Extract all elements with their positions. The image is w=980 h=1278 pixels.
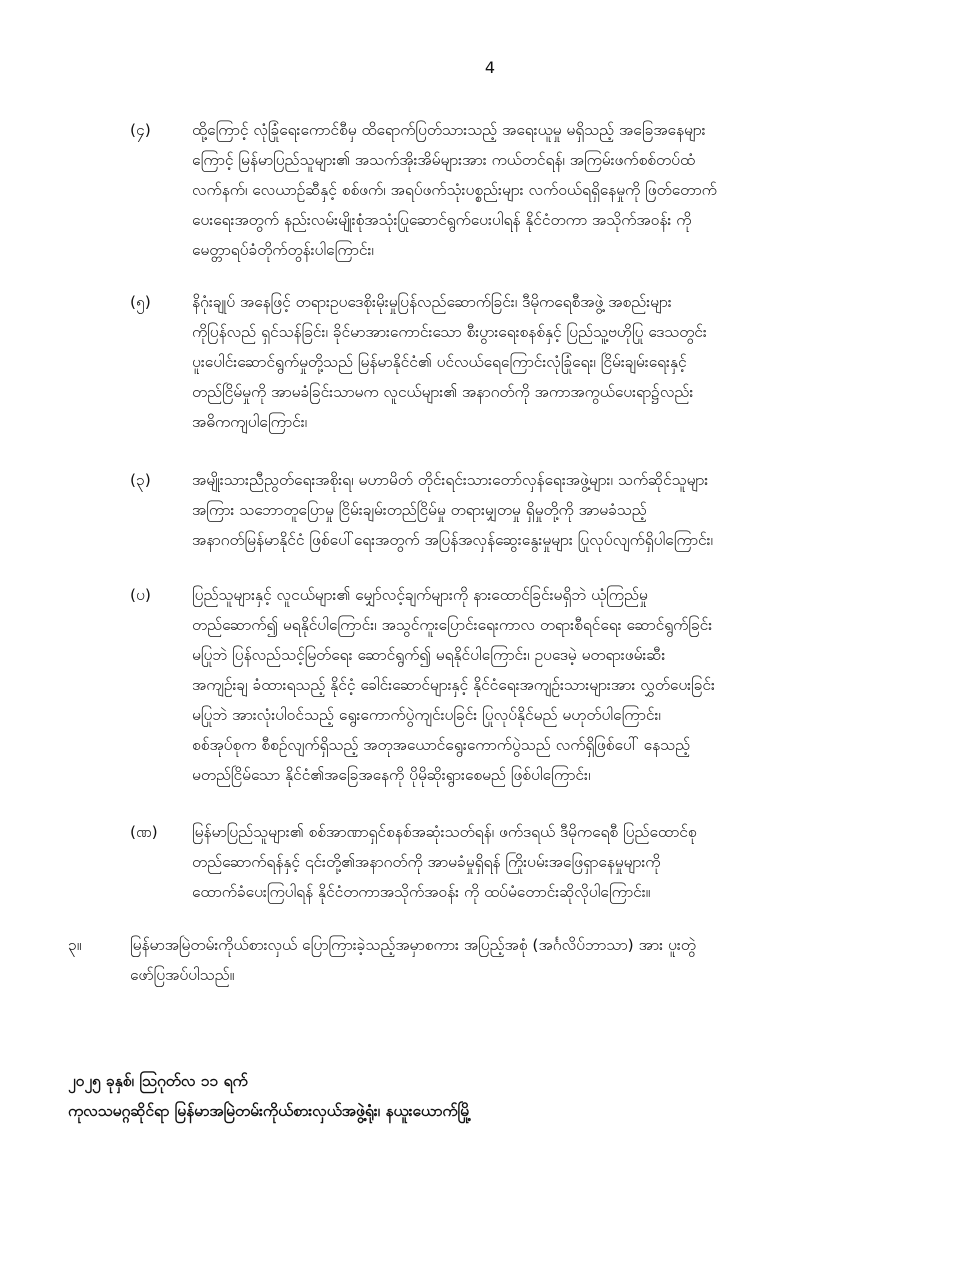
text-line: ပြည်သူများနှင့် လူငယ်များ၏ မျှော်လင့်ချက်များကို နားထောင်ခြင်းမရှိဘဲ ယုံကြည်မှု [192,586,648,604]
text-line: မပြုဘဲ အားလုံးပါဝင်သည့် ရွေးကောက်ပွဲကျင်းပခြင်း ပြုလုပ်နိုင်မည် မဟုတ်ပါကြောင်း၊ [192,706,661,724]
item-text [192,580,910,790]
text-line: အကြား သဘောတူပြောမှု ငြိမ်းချမ်းတည်ငြိမ်မှု တရားမျှတမှု ရှိမှုတို့ကို အာမခံသည့် [192,501,647,519]
item-text [192,817,910,907]
text-line: ထို့ကြောင့် လုံခြုံရေးကောင်စီမှ ထိရောက်ပြတ်သားသည့် အရေးယူမှု မရှိသည့် အခြေအနေများ [192,121,706,139]
list-item [130,465,910,555]
text-line: ထောက်ခံပေးကြပါရန် နိုင်ငံတကာအသိုက်အဝန်း ကို ထပ်မံတောင်းဆိုလိုပါကြောင်း။ [192,883,651,901]
text-line: မေတ္တာရပ်ခံတိုက်တွန်းပါကြောင်း၊ [192,241,374,259]
text-line: ကိုပြန်လည် ရှင်သန်ခြင်း၊ ခိုင်မာအားကောင်းသော စီးပွားရေးစနစ်နှင့် ပြည်သူ့ဗဟိုပြု ဒေသတွင်း [192,323,707,341]
paragraph-number: ၃။ [68,936,82,954]
text-line: မြန်မာပြည်သူများ၏ စစ်အာဏာရှင်စနစ်အဆုံးသတ်ရန်၊ ဖက်ဒရယ် ဒီမိုကရေစီ ပြည်ထောင်စု [192,823,697,841]
item-label: (ပ) [130,586,151,604]
page-number: 4 [484,58,496,77]
signature-date: ၂၀၂၅ ခုနှစ်၊ သြဂုတ်လ ၁၁ ရက် [68,1072,248,1090]
closing-paragraph [68,930,910,990]
item-label: (၄) [130,121,151,139]
text-line: ဖော်ပြအပ်ပါသည်။ [130,966,235,984]
list-item [130,817,910,907]
item-text [192,115,910,265]
list-item [130,580,910,790]
list-item [130,287,910,437]
text-line: စစ်အုပ်စုက စီစဉ်လျက်ရှိသည့် အတုအယောင်ရွေးကောက်ပွဲသည် လက်ရှိဖြစ်ပေါ် နေသည့် [192,736,691,754]
paragraph-text [130,930,910,990]
list-item [130,115,910,265]
text-line: အနာဂတ်မြန်မာနိုင်ငံ ဖြစ်ပေါ်ရေးအတွက် အပြန်အလှန်ဆွေးနွေးမှုများ ပြုလုပ်လျက်ရှိပါကြောင်း၊ [192,531,713,549]
text-line: တည်ဆောက်ရန်နှင့် ၎င်းတို့၏အနာဂတ်ကို အာမခံမှုရှိရန် ကြိုးပမ်းအဖြေရှာနေမှုများကို [192,853,661,871]
text-line: မပြုဘဲ ပြန်လည်သင့်မြတ်ရေး ဆောင်ရွက်၍ မရနိုင်ပါကြောင်း၊ ဥပဒေမဲ့ မတရားဖမ်းဆီး [192,646,666,664]
signature-office: ကုလသမဂ္ဂဆိုင်ရာ မြန်မာအမြဲတမ်းကိုယ်စားလှယ်အဖွဲ့ရုံး၊ နယူးယောက်မြို့ [68,1102,472,1120]
item-text [192,287,910,437]
signature-block [68,1066,910,1126]
text-line: မတည်ငြိမ်သော နိုင်ငံ၏အခြေအနေကို ပိုမိုဆိုးရွားစေမည် ဖြစ်ပါကြောင်း၊ [192,766,591,784]
item-text [192,465,910,555]
text-line: ပူးပေါင်းဆောင်ရွက်မှုတို့သည် မြန်မာနိုင်ငံ၏ ပင်လယ်ရေကြောင်းလုံခြုံရေး၊ ငြိမ်းချမ်းရေးနှင့် [192,353,687,371]
text-line: မြန်မာအမြဲတမ်းကိုယ်စားလှယ် ပြောကြားခဲ့သည့်အမှာစကား အပြည့်အစုံ (အင်္ဂလိပ်ဘာသာ) အား ပူးတွဲ [130,936,696,954]
text-line: အဓိကကျပါကြောင်း၊ [192,413,308,431]
item-label: (၅) [130,293,151,311]
text-line: ကြောင့် မြန်မာပြည်သူများ၏ အသက်အိုးအိမ်များအား ကယ်တင်ရန်၊ အကြမ်းဖက်စစ်တပ်ထံ [192,151,695,169]
text-line: အမျိုးသားညီညွတ်ရေးအစိုးရ၊ မဟာမိတ် တိုင်းရင်းသားတော်လှန်ရေးအဖွဲ့များ၊ သက်ဆိုင်သူများ [192,471,709,489]
text-line: တည်ငြိမ်မှုကို အာမခံခြင်းသာမက လူငယ်များ၏ အနာဂတ်ကို အကာအကွယ်ပေးရာ၌လည်း [192,383,694,401]
item-label: (၃) [130,471,151,489]
item-label: (ဏ) [130,823,158,841]
text-line: ပေးရေးအတွက် နည်းလမ်းမျိုးစုံအသုံးပြုဆောင်ရွက်ပေးပါရန် နိုင်ငံတကာ အသိုက်အဝန်း ကို [192,211,692,229]
text-line: လက်နက်၊ လေယာဉ်ဆီနှင့် စစ်ဖက်၊ အရပ်ဖက်သုံးပစ္စည်းများ လက်ဝယ်ရရှိနေမှုကို ဖြတ်တောက် [192,181,717,199]
text-line: အကျဉ်းချ ခံထားရသည့် နိုင်ငံ့ ခေါင်းဆောင်များနှင့် နိုင်ငံရေးအကျဉ်းသားများအား လွှတ်ပေးခြင်း [192,676,715,694]
text-line: တည်ဆောက်၍ မရနိုင်ပါကြောင်း၊ အသွင်ကူးပြောင်းရေးကာလ တရားစီရင်ရေး ဆောင်ရွက်ခြင်း [192,616,713,634]
text-line: နိဂုံးချုပ် အနေဖြင့် တရားဥပဒေစိုးမိုးမှုပြန်လည်ဆောက်ခြင်း၊ ဒီမိုကရေစီအဖွဲ့ အစည်းများ [192,293,672,311]
